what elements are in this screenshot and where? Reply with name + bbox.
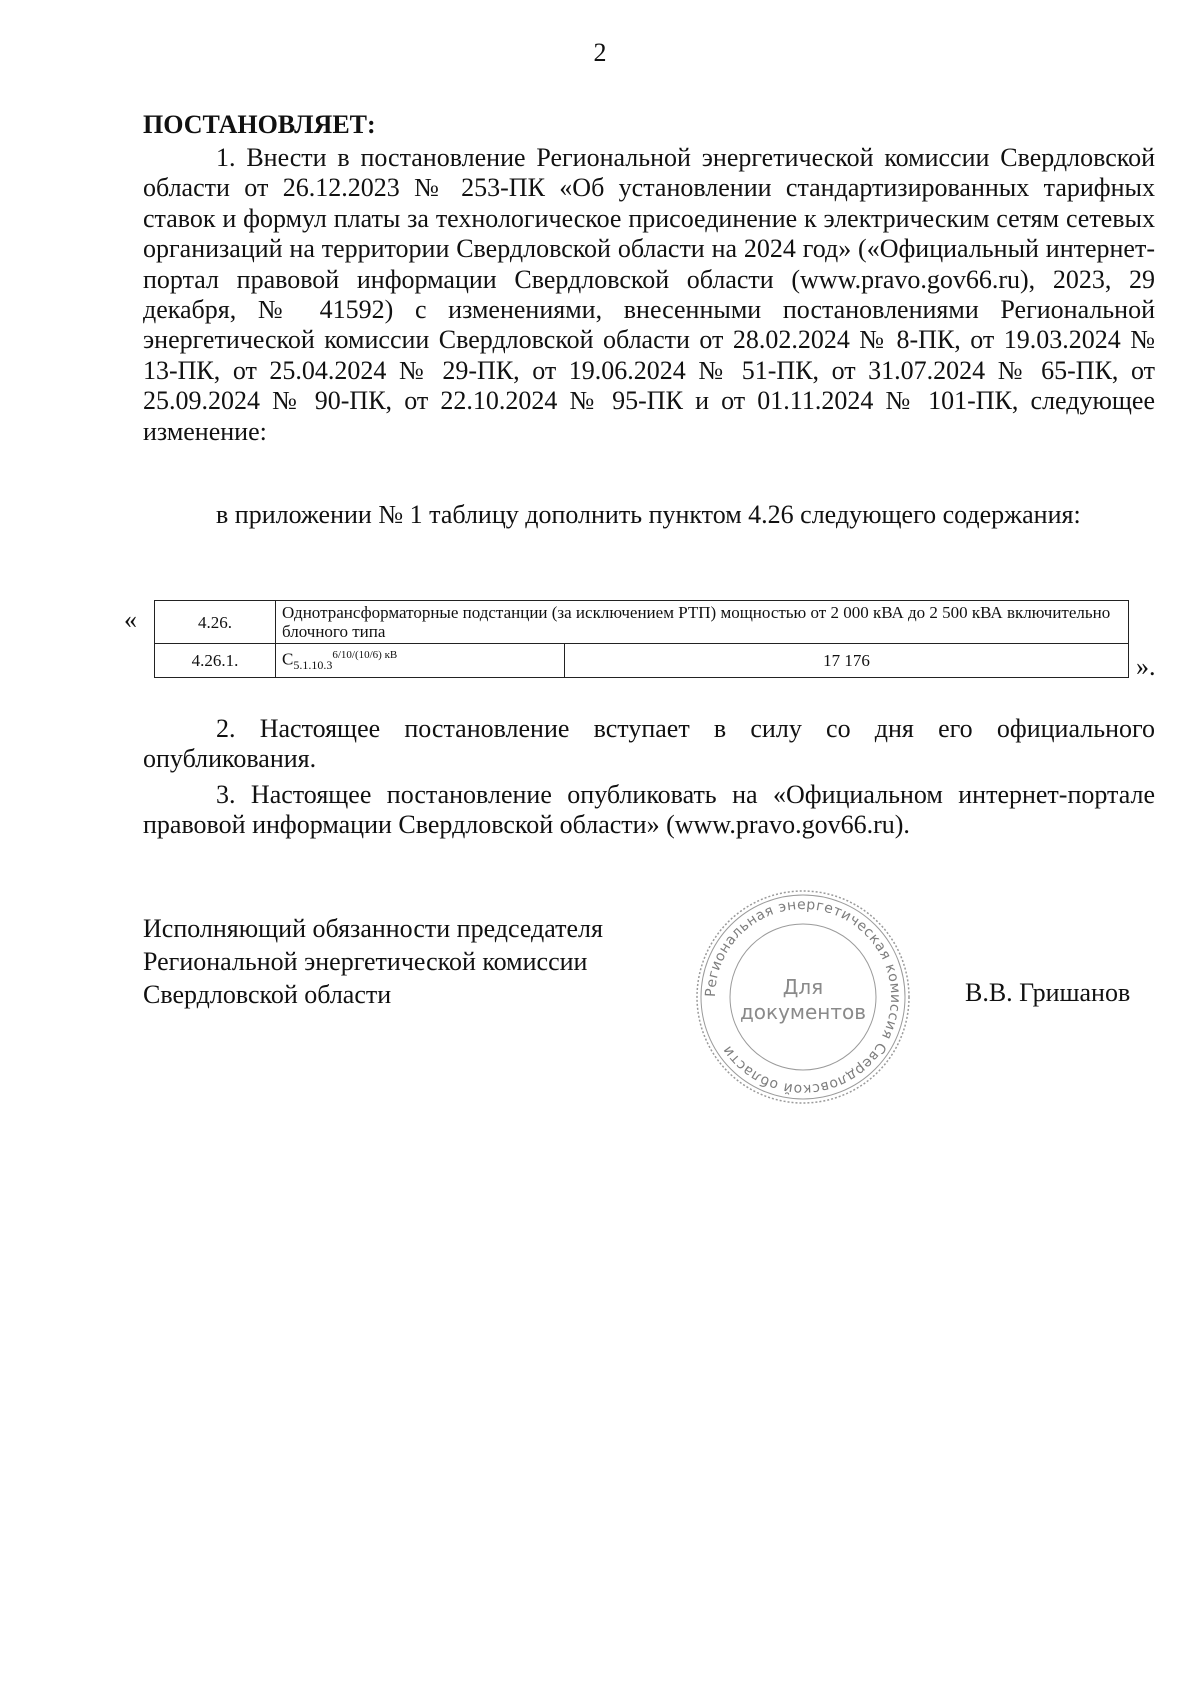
signatory-line-2: Региональной энергетической комиссии (143, 947, 588, 976)
rate-value: 17 176 (565, 644, 1129, 678)
amendment-table (154, 600, 1129, 678)
paragraph-2: 2. Настоящее постановление вступает в силу со дня его официального опубликования. (143, 714, 1155, 774)
formula-superscript: 6/10/(10/6) кВ (332, 649, 398, 661)
table-row (155, 601, 1129, 644)
quote-close: ». (1136, 652, 1156, 681)
stamp-ring-text: Региональная энергетическая комиссия Свердловской области (702, 896, 904, 1098)
signatory-name: В.В. Гришанов (965, 978, 1131, 1007)
row-description: Однотрансформаторные подстанции (за исключением РТП) мощностью от 2 000 кВА до 2 500 кВА включительно блочного типа (276, 601, 1129, 644)
table-row (155, 644, 1129, 678)
paragraph-3: 3. Настоящее постановление опубликовать на «Официальном интернет-портале правовой информации Свердловской области» (www.pravo.gov66.ru). (143, 780, 1155, 840)
page-number: 2 (593, 38, 607, 67)
stamp-center-line-1: Для (782, 975, 824, 999)
paragraph-1b: в приложении № 1 таблицу дополнить пунктом 4.26 следующего содержания: (216, 500, 1081, 529)
paragraph-1: 1. Внести в постановление Региональной энергетической комиссии Свердловской области от 26.12.2023 № 253-ПК «Об установлении стандартизированных тарифных ставок и формул платы за технологическое присоединение к электрическим сетям сетевых организаций на территории Свердловской области на 2024 год» («Официальный интернет-портал правовой информации Свердловской области (www.pravo.gov66.ru), 2023, 29 декабря, № 41592) с изменениями, внесенными постановлениями Региональной энергетической комиссии Свердловской области от 28.02.2024 № 8-ПК, от 19.03.2024 № 13-ПК, от 25.04.2024 № 29-ПК, от 19.06.2024 № 51-ПК, от 31.07.2024 № 65-ПК, от 25.09.2024 № 90-ПК, от 22.10.2024 № 95-ПК и от 01.11.2024 № 101-ПК, следующее изменение: (143, 143, 1155, 446)
formula-subscript: 5.1.10.3 (293, 658, 333, 673)
formula-base: C (282, 649, 294, 669)
quote-open: « (124, 605, 137, 634)
signatory-line-3: Свердловской области (143, 980, 392, 1009)
stamp-center-line-2: документов (739, 1000, 867, 1024)
official-stamp (693, 887, 913, 1107)
row-number: 4.26. (155, 601, 276, 644)
formula-cell (276, 644, 565, 678)
signatory-position (143, 912, 603, 1011)
signatory-line-1: Исполняющий обязанности председателя (143, 914, 603, 943)
row-number: 4.26.1. (155, 644, 276, 678)
resolution-heading: ПОСТАНОВЛЯЕТ: (143, 110, 376, 139)
